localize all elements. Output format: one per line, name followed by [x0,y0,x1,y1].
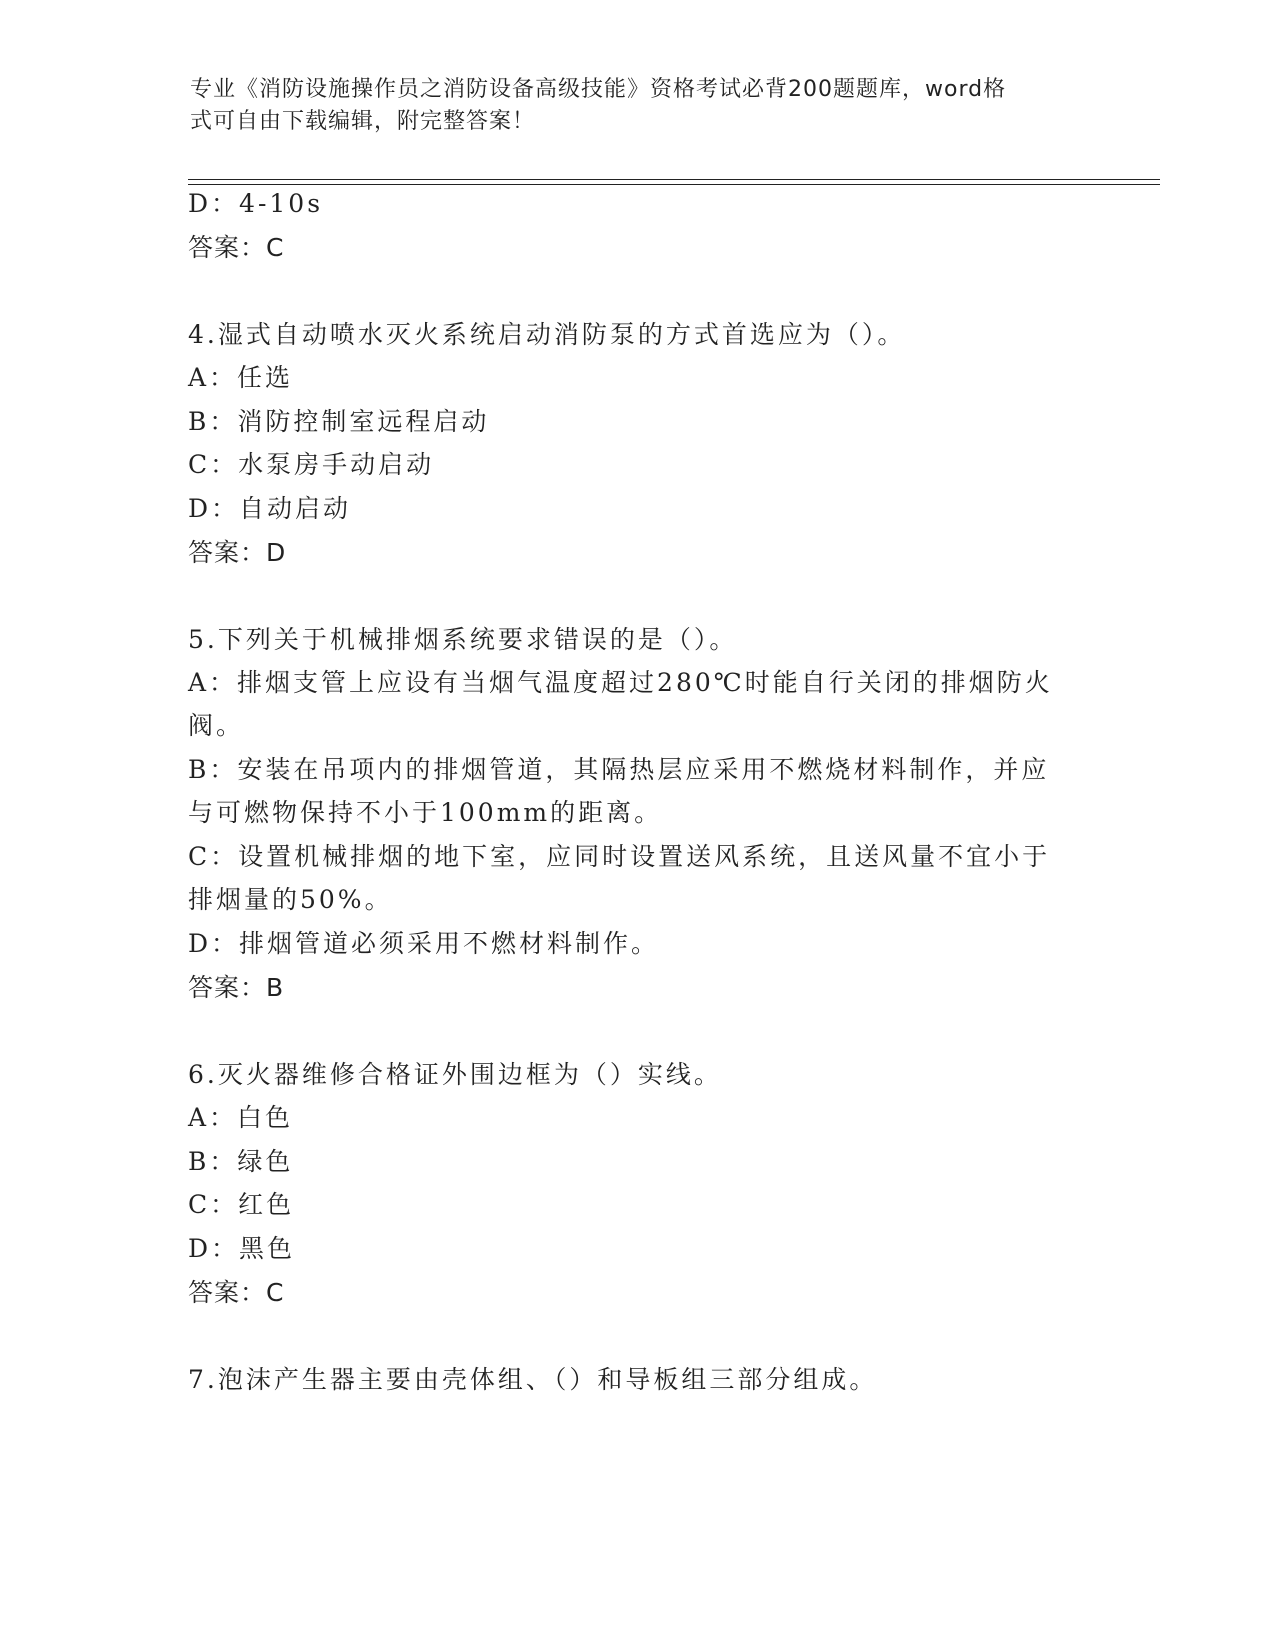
q3-option-d: D：4-10s [188,189,324,218]
q7-question: 7.泡沫产生器主要由壳体组、（）和导板组三部分组成。 [188,1365,878,1394]
q4-option-c: C：水泵房手动启动 [188,450,435,479]
q5-option-b-line1: B：安装在吊项内的排烟管道，其隔热层应采用不燃烧材料制作，并应 [188,755,1050,784]
document-header [190,74,1070,138]
q4-question: 4.湿式自动喷水灭火系统启动消防泵的方式首选应为（）。 [188,320,906,349]
q6-answer: 答案：C [188,1278,285,1307]
q5-answer: 答案：B [188,973,285,1002]
q5-option-b-line2: 与可燃物保持不小于100mm的距离。 [188,798,663,827]
q5-option-a-line2: 阀。 [188,711,245,740]
q5-option-a-line1: A：排烟支管上应设有当烟气温度超过280℃时能自行关闭的排烟防火 [188,668,1053,697]
q4-option-b: B：消防控制室远程启动 [188,407,490,436]
header-divider-bottom [188,184,1160,185]
q3-answer: 答案：C [188,233,285,262]
q6-option-c: C：红色 [188,1190,295,1219]
q4-answer: 答案：D [188,538,287,567]
header-line-1: 专业《消防设施操作员之消防设备高级技能》资格考试必背200题题库，word格 [190,77,1007,102]
q6-option-d: D：黑色 [188,1234,296,1263]
q5-option-c-line2: 排烟量的50%。 [188,885,393,914]
q4-option-a: A：任选 [188,363,294,392]
q6-question: 6.灭火器维修合格证外围边框为（）实线。 [188,1060,722,1089]
header-line-2: 式可自由下载编辑，附完整答案！ [190,109,536,134]
q5-option-d: D：排烟管道必须采用不燃材料制作。 [188,929,660,958]
q5-question: 5.下列关于机械排烟系统要求错误的是（）。 [188,625,738,654]
header-divider-top [188,179,1160,180]
q6-option-a: A：白色 [188,1103,294,1132]
q6-option-b: B：绿色 [188,1147,294,1176]
q5-option-c-line1: C：设置机械排烟的地下室，应同时设置送风系统，且送风量不宜小于 [188,842,1051,871]
q4-option-d: D：自动启动 [188,494,352,523]
